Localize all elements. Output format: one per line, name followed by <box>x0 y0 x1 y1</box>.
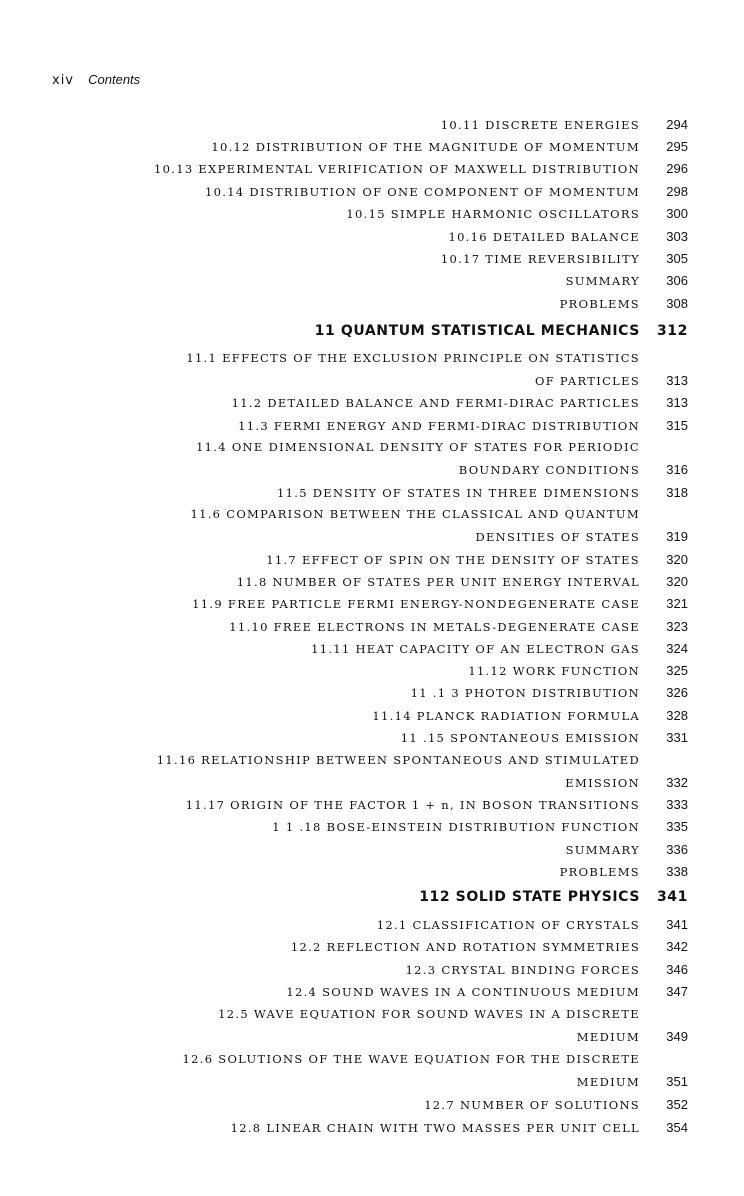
entry-title: 12.6 SOLUTIONS OF THE WAVE EQUATION FOR THE DISCRETE <box>182 1052 640 1066</box>
toc-entry <box>90 529 688 547</box>
toc-entry <box>90 984 688 1002</box>
entry-title: 12.2 REFLECTION AND ROTATION SYMMETRIES <box>290 940 640 954</box>
entry-title: 11 .15 SPONTANEOUS EMISSION <box>400 731 640 745</box>
toc-entry <box>90 1029 688 1047</box>
entry-page-number: 313 <box>666 373 688 388</box>
entry-page-number: 320 <box>666 552 688 567</box>
entry-title: 1 1 .18 BOSE-EINSTEIN DISTRIBUTION FUNCTION <box>272 820 640 834</box>
entry-title: MEDIUM <box>576 1030 640 1044</box>
toc-entry <box>90 797 688 815</box>
toc-entry <box>90 440 688 458</box>
entry-page-number: 326 <box>666 685 688 700</box>
entry-title: 11.3 FERMI ENERGY AND FERMI-DIRAC DISTRIBUTION <box>238 419 640 433</box>
entry-page-number: 300 <box>666 206 688 221</box>
toc-entry <box>90 917 688 935</box>
entry-page-number: 351 <box>666 1074 688 1089</box>
entry-page-number: 294 <box>666 117 688 132</box>
toc-entry <box>90 641 688 659</box>
entry-page-number: 336 <box>666 842 688 857</box>
toc-entry <box>90 373 688 391</box>
toc-entry <box>90 663 688 681</box>
running-header <box>52 72 140 88</box>
entry-page-number: 347 <box>666 984 688 999</box>
entry-title: 12.7 NUMBER OF SOLUTIONS <box>424 1098 640 1112</box>
entry-title: 11.6 COMPARISON BETWEEN THE CLASSICAL AND QUANTUM <box>190 507 640 521</box>
entry-page-number: 315 <box>666 418 688 433</box>
toc-entry <box>90 1052 688 1070</box>
entry-title: 11.10 FREE ELECTRONS IN METALS-DEGENERATE CASE <box>229 620 640 634</box>
toc-entry <box>90 184 688 202</box>
entry-page-number: 308 <box>666 296 688 311</box>
toc-entry <box>90 139 688 157</box>
entry-page-number: 328 <box>666 708 688 723</box>
entry-title: 10.11 DISCRETE ENERGIES <box>440 118 640 132</box>
entry-page-number: 335 <box>666 819 688 834</box>
entry-title: 11.12 WORK FUNCTION <box>468 664 640 678</box>
entry-title: SUMMARY <box>565 843 640 857</box>
toc-entry <box>90 418 688 436</box>
toc-entry <box>90 351 688 369</box>
entry-title: 11 QUANTUM STATISTICAL MECHANICS <box>314 323 640 339</box>
entry-page-number: 341 <box>656 889 688 905</box>
entry-title: OF PARTICLES <box>534 374 640 388</box>
entry-title: 12.4 SOUND WAVES IN A CONTINUOUS MEDIUM <box>286 985 640 999</box>
toc-entry <box>90 1007 688 1025</box>
entry-page-number: 298 <box>666 184 688 199</box>
entry-title: 112 SOLID STATE PHYSICS <box>419 889 640 905</box>
entry-title: 10.16 DETAILED BALANCE <box>448 230 640 244</box>
entry-page-number: 338 <box>666 864 688 879</box>
toc-entry <box>90 574 688 592</box>
entry-page-number: 346 <box>666 962 688 977</box>
entry-title: 11.9 FREE PARTICLE FERMI ENERGY-NONDEGENERATE CASE <box>192 597 640 611</box>
entry-title: PROBLEMS <box>559 297 640 311</box>
entry-title: 11.4 ONE DIMENSIONAL DENSITY OF STATES FOR PERIODIC <box>196 440 640 454</box>
entry-page-number: 323 <box>666 619 688 634</box>
toc-entry <box>90 775 688 793</box>
entry-title: 11.1 EFFECTS OF THE EXCLUSION PRINCIPLE ON STATISTICS <box>186 351 640 365</box>
toc-entry <box>90 117 688 135</box>
entry-title: 11.8 NUMBER OF STATES PER UNIT ENERGY INTERVAL <box>236 575 640 589</box>
toc-entry <box>90 507 688 525</box>
entry-title: 12.1 CLASSIFICATION OF CRYSTALS <box>376 918 640 932</box>
entry-title: 11 .1 3 PHOTON DISTRIBUTION <box>410 686 640 700</box>
entry-title: 11.11 HEAT CAPACITY OF AN ELECTRON GAS <box>311 642 640 656</box>
toc-entry <box>90 619 688 637</box>
toc-entry <box>90 730 688 748</box>
entry-title: 11.16 RELATIONSHIP BETWEEN SPONTANEOUS AND STIMULATED <box>156 753 640 767</box>
entry-title: 12.8 LINEAR CHAIN WITH TWO MASSES PER UNIT CELL <box>230 1121 640 1135</box>
toc-entry <box>90 708 688 726</box>
entry-page-number: 342 <box>666 939 688 954</box>
toc-entry <box>90 1074 688 1092</box>
toc-entry <box>90 395 688 413</box>
entry-page-number: 320 <box>666 574 688 589</box>
entry-page-number: 295 <box>666 139 688 154</box>
entry-title: 10.17 TIME REVERSIBILITY <box>440 252 640 266</box>
toc-entry <box>90 251 688 269</box>
entry-title: PROBLEMS <box>559 865 640 879</box>
page-number: xiv <box>52 73 74 88</box>
entry-page-number: 331 <box>666 730 688 745</box>
chapter-entry <box>90 323 688 341</box>
entry-title: 10.12 DISTRIBUTION OF THE MAGNITUDE OF MOMENTUM <box>211 140 640 154</box>
toc-entry <box>90 939 688 957</box>
entry-page-number: 316 <box>666 462 688 477</box>
toc-entry <box>90 842 688 860</box>
toc-entry <box>90 296 688 314</box>
toc-entry <box>90 462 688 480</box>
toc-entry <box>90 864 688 882</box>
toc-entry <box>90 1120 688 1138</box>
toc-entry <box>90 819 688 837</box>
entry-title: 10.14 DISTRIBUTION OF ONE COMPONENT OF MOMENTUM <box>205 185 640 199</box>
toc-entry <box>90 1097 688 1115</box>
entry-page-number: 332 <box>666 775 688 790</box>
entry-page-number: 303 <box>666 229 688 244</box>
entry-title: 12.5 WAVE EQUATION FOR SOUND WAVES IN A DISCRETE <box>218 1007 640 1021</box>
toc-entry <box>90 753 688 771</box>
entry-page-number: 296 <box>666 161 688 176</box>
entry-title: 11.17 ORIGIN OF THE FACTOR 1 + n, IN BOSON TRANSITIONS <box>185 798 640 812</box>
entry-title: 10.13 EXPERIMENTAL VERIFICATION OF MAXWELL DISTRIBUTION <box>154 162 640 176</box>
entry-page-number: 352 <box>666 1097 688 1112</box>
entry-page-number: 324 <box>666 641 688 656</box>
running-title: Contents <box>88 72 141 87</box>
toc-entry <box>90 962 688 980</box>
entry-title: DENSITIES OF STATES <box>475 530 640 544</box>
entry-title: MEDIUM <box>576 1075 640 1089</box>
entry-page-number: 349 <box>666 1029 688 1044</box>
toc-entry <box>90 161 688 179</box>
entry-title: EMISSION <box>565 776 640 790</box>
toc-entry <box>90 596 688 614</box>
toc-entry <box>90 485 688 503</box>
entry-page-number: 325 <box>666 663 688 678</box>
entry-page-number: 313 <box>666 395 688 410</box>
chapter-entry <box>90 889 688 907</box>
entry-page-number: 318 <box>666 485 688 500</box>
entry-page-number: 305 <box>666 251 688 266</box>
entry-title: SUMMARY <box>565 274 640 288</box>
entry-title: BOUNDARY CONDITIONS <box>458 463 640 477</box>
toc-entry <box>90 685 688 703</box>
entry-title: 10.15 SIMPLE HARMONIC OSCILLATORS <box>346 207 640 221</box>
entry-title: 11.2 DETAILED BALANCE AND FERMI-DIRAC PARTICLES <box>231 396 640 410</box>
entry-title: 11.14 PLANCK RADIATION FORMULA <box>372 709 640 723</box>
entry-page-number: 354 <box>666 1120 688 1135</box>
toc-entry <box>90 273 688 291</box>
entry-title: 11.5 DENSITY OF STATES IN THREE DIMENSIONS <box>277 486 640 500</box>
entry-title: 12.3 CRYSTAL BINDING FORCES <box>405 963 640 977</box>
entry-page-number: 306 <box>666 273 688 288</box>
entry-title: 11.7 EFFECT OF SPIN ON THE DENSITY OF STATES <box>266 553 640 567</box>
toc-entry <box>90 206 688 224</box>
toc-entry <box>90 552 688 570</box>
entry-page-number: 319 <box>666 529 688 544</box>
entry-page-number: 341 <box>666 917 688 932</box>
entry-page-number: 333 <box>666 797 688 812</box>
entry-page-number: 312 <box>656 323 688 339</box>
entry-page-number: 321 <box>666 596 688 611</box>
toc-entry <box>90 229 688 247</box>
